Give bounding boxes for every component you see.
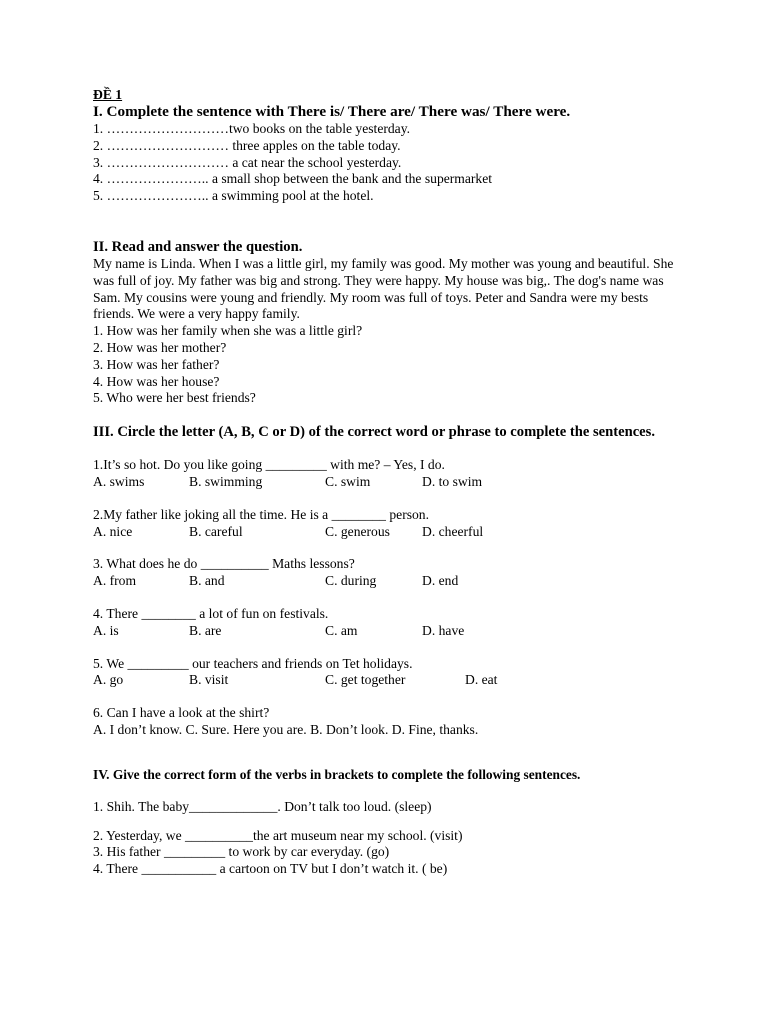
section-1-item: 4. ………………….. a small shop between the bank and the supermarket: [93, 171, 493, 187]
mcq-option-d: D. have: [422, 622, 465, 638]
verb-item: 2. Yesterday, we __________the art museum near my school. (visit): [93, 827, 463, 843]
reading-passage: My name is Linda. When I was a little girl, my family was good. My mother was young and beautiful. She was full of joy. My father was big and strong. They were happy. My house was big,. The dog's name was Sam. My cousins were young and friendly. My room was full of toys. Peter and Sandra were my bests friends. We were a very happy family.: [93, 255, 674, 322]
section-2-heading: II. Read and answer the question.: [93, 238, 303, 255]
mcq-option-a: A. swims: [93, 473, 145, 489]
mcq-option-a: A. nice: [93, 523, 133, 539]
mcq-option-b: B. visit: [189, 672, 229, 688]
mcq-option-c: C. get together: [325, 672, 406, 688]
mcq-option-b: B. and: [189, 573, 225, 589]
mcq-question: [93, 507, 683, 541]
mcq-option-d: D. eat: [465, 672, 498, 688]
mcq-question-text: 2.My father like joking all the time. He is a ________ person.: [93, 506, 430, 522]
mcq-option-b: B. swimming: [189, 473, 263, 489]
section-2: [93, 238, 683, 407]
reading-question: 1. How was her family when she was a little girl?: [93, 323, 363, 339]
mcq-question-text: 6. Can I have a look at the shirt?: [93, 705, 270, 721]
mcq-option-b: B. careful: [189, 523, 243, 539]
mcq-question-text: 5. We _________ our teachers and friends on Tet holidays.: [93, 655, 413, 671]
verb-item: 3. His father _________ to work by car everyday. (go): [93, 844, 390, 860]
section-1: [93, 103, 683, 205]
mcq-question: [93, 457, 683, 491]
mcq-question: [93, 556, 683, 590]
verb-item: 1. Shih. The baby_____________. Don’t talk too loud. (sleep): [93, 798, 432, 814]
mcq-option-c: C. generous: [325, 523, 390, 539]
section-1-item: 1. ………………………two books on the table yesterday.: [93, 121, 411, 136]
mcq-question-text: 4. There ________ a lot of fun on festivals.: [93, 605, 329, 621]
section-3: [93, 423, 683, 739]
mcq-question: [93, 606, 683, 640]
mcq-option-c: C. during: [325, 573, 377, 589]
section-3-heading: III. Circle the letter (A, B, C or D) of the correct word or phrase to complete the sentences.: [93, 424, 655, 441]
mcq-options: [93, 524, 683, 541]
mcq-question-text: 3. What does he do __________ Maths lessons?: [93, 556, 355, 572]
section-4-heading: IV. Give the correct form of the verbs in brackets to complete the following sentences.: [93, 766, 581, 782]
mcq-option-c: C. am: [325, 622, 358, 638]
mcq-option-c: C. swim: [325, 473, 371, 489]
section-1-item: 5. ………………….. a swimming pool at the hotel.: [93, 188, 374, 204]
section-1-heading: I. Complete the sentence with There is/ There are/ There was/ There were.: [93, 103, 571, 120]
mcq-option-a: A. from: [93, 573, 137, 589]
mcq-option-a: A. go: [93, 672, 124, 688]
mcq-question: [93, 705, 683, 739]
reading-question: 3. How was her father?: [93, 356, 220, 372]
mcq-option-b: B. are: [189, 622, 222, 638]
section-4: [93, 766, 683, 878]
mcq-options: [93, 623, 683, 640]
mcq-options: A. I don’t know. C. Sure. Here you are. B. Don’t look. D. Fine, thanks.: [93, 721, 479, 737]
mcq-options: [93, 573, 683, 590]
reading-question: 5. Who were her best friends?: [93, 390, 256, 406]
mcq-options: [93, 474, 683, 491]
section-1-item: 2. ……………………… three apples on the table today.: [93, 137, 401, 153]
mcq-option-d: D. to swim: [422, 473, 483, 489]
reading-question: 4. How was her house?: [93, 373, 220, 389]
reading-question: 2. How was her mother?: [93, 339, 227, 355]
worksheet: [93, 87, 683, 878]
verb-item: 4. There ___________ a cartoon on TV but I don’t watch it. ( be): [93, 861, 448, 877]
mcq-question-text: 1.It’s so hot. Do you like going _________ with me? – Yes, I do.: [93, 457, 445, 473]
mcq-options: [93, 672, 683, 689]
worksheet-title: ĐỀ 1: [93, 87, 123, 102]
mcq-option-d: D. end: [422, 573, 459, 589]
mcq-question: [93, 656, 683, 690]
mcq-option-d: D. cheerful: [422, 523, 484, 539]
mcq-option-a: A. is: [93, 622, 119, 638]
section-1-item: 3. ……………………… a cat near the school yesterday.: [93, 154, 402, 170]
